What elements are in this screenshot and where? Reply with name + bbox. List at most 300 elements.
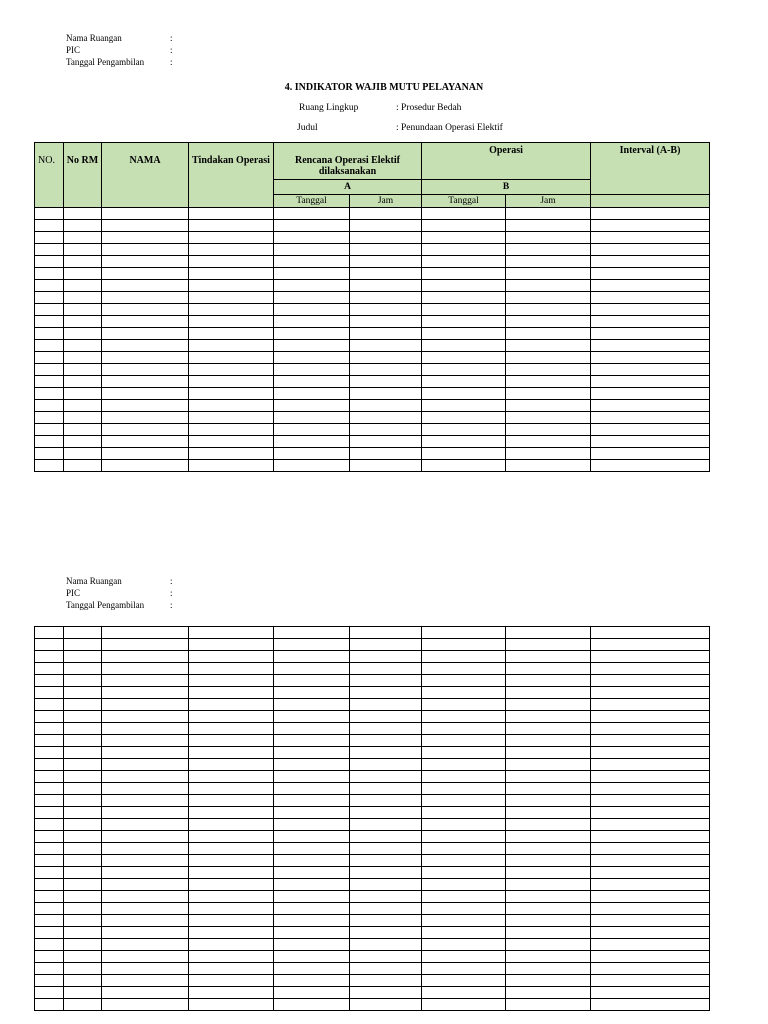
table-cell [591,975,710,987]
table-cell [350,879,422,891]
table-cell [506,843,591,855]
table-cell [189,412,274,424]
table-cell [591,759,710,771]
table-cell [422,244,506,256]
table-cell [35,388,64,400]
table-cell [102,867,189,879]
table-cell [591,436,710,448]
table-cell [422,975,506,987]
table-cell [64,292,102,304]
table-cell [189,855,274,867]
table-cell [350,735,422,747]
table-cell [350,939,422,951]
table-cell [64,388,102,400]
table-cell [35,771,64,783]
table-cell [189,723,274,735]
table-cell [102,364,189,376]
table-cell [189,915,274,927]
table-cell [64,735,102,747]
table-cell [350,783,422,795]
table-cell [64,376,102,388]
table-cell [35,927,64,939]
table-cell [102,687,189,699]
table-cell [591,795,710,807]
table-cell [189,663,274,675]
colon: : [170,33,173,43]
table-cell [350,987,422,999]
table-cell [591,675,710,687]
table-cell [102,436,189,448]
table-cell [35,364,64,376]
table-cell [64,663,102,675]
table-cell [189,304,274,316]
table-row [35,687,710,699]
table-cell [274,280,350,292]
table-cell [274,292,350,304]
table-cell [102,807,189,819]
table-cell [102,915,189,927]
table-cell [350,795,422,807]
table-cell [102,675,189,687]
table-cell [189,963,274,975]
header-tanggal-a: Tanggal [274,195,350,208]
table-cell [102,783,189,795]
table-cell [591,855,710,867]
table-cell [591,316,710,328]
table-cell [591,280,710,292]
table-cell [274,783,350,795]
table-cell [189,424,274,436]
table-cell [102,831,189,843]
table-cell [422,747,506,759]
table-row [35,460,710,472]
table-cell [422,340,506,352]
room-label: Nama Ruangan [66,33,122,43]
table-cell [274,316,350,328]
header-no: NO. [35,143,64,208]
table-cell [422,891,506,903]
table-row [35,903,710,915]
table-row [35,699,710,711]
table-cell [506,747,591,759]
table-cell [506,735,591,747]
table-cell [350,831,422,843]
table-cell [102,256,189,268]
table-cell [189,711,274,723]
table-cell [506,879,591,891]
table-cell [506,400,591,412]
table-cell [350,208,422,220]
table-cell [102,663,189,675]
table-cell [506,627,591,639]
table-cell [274,268,350,280]
table-cell [591,735,710,747]
table-cell [506,388,591,400]
table-cell [102,280,189,292]
table-cell [350,220,422,232]
table-cell [274,927,350,939]
table-cell [506,436,591,448]
table-cell [35,675,64,687]
table-cell [35,879,64,891]
table-cell [102,460,189,472]
table-row [35,915,710,927]
table-cell [506,783,591,795]
table-cell [64,627,102,639]
table-cell [422,208,506,220]
table-row [35,867,710,879]
table-cell [274,915,350,927]
table-cell [506,448,591,460]
table-cell [274,388,350,400]
table-cell [506,412,591,424]
table-cell [506,292,591,304]
table-row [35,424,710,436]
table-cell [64,891,102,903]
table-cell [274,364,350,376]
table-cell [591,627,710,639]
colon: : [170,576,173,586]
table-row [35,280,710,292]
table-cell [591,256,710,268]
table-cell [506,771,591,783]
table-cell [350,639,422,651]
table-cell [35,915,64,927]
table-cell [35,256,64,268]
table-row [35,651,710,663]
table-cell [189,244,274,256]
table-row [35,831,710,843]
table-cell [189,843,274,855]
table-cell [506,891,591,903]
table-cell [35,975,64,987]
colon: : [170,600,173,610]
table-row [35,795,710,807]
table-cell [35,735,64,747]
table-cell [64,316,102,328]
table-cell [102,340,189,352]
pic-label: PIC [66,45,81,55]
table-cell [189,639,274,651]
table-cell [422,855,506,867]
table-cell [274,256,350,268]
table-row [35,855,710,867]
table-cell [35,412,64,424]
table-cell [64,436,102,448]
table-cell [35,424,64,436]
table-cell [102,951,189,963]
table-cell [189,687,274,699]
table-cell [506,208,591,220]
table-cell [102,963,189,975]
table-cell [591,328,710,340]
table-cell [350,819,422,831]
table-cell [189,280,274,292]
table-cell [35,651,64,663]
table-cell [102,376,189,388]
table-cell [64,939,102,951]
table-cell [422,771,506,783]
table-cell [591,639,710,651]
table-row [35,292,710,304]
table-cell [274,843,350,855]
table-cell [189,208,274,220]
table-cell [274,328,350,340]
table-cell [102,208,189,220]
table-cell [274,675,350,687]
table-cell [274,220,350,232]
table-cell [64,831,102,843]
header-jam-b: Jam [506,195,591,208]
table-cell [506,987,591,999]
table-cell [422,759,506,771]
table-cell [274,424,350,436]
table-cell [189,987,274,999]
table-cell [189,328,274,340]
table-cell [350,292,422,304]
table-cell [189,232,274,244]
table-cell [350,448,422,460]
table-row [35,436,710,448]
table-row [35,939,710,951]
date-label: Tanggal Pengambilan [66,57,145,67]
table-cell [35,819,64,831]
table-cell [422,675,506,687]
table-cell [274,244,350,256]
table-cell [35,280,64,292]
table-cell [350,316,422,328]
table-cell [189,999,274,1011]
table-row [35,364,710,376]
table-cell [64,999,102,1011]
table-cell [350,927,422,939]
table-row [35,268,710,280]
table-row [35,843,710,855]
table-cell [64,220,102,232]
table-cell [64,903,102,915]
table-cell [189,364,274,376]
table-cell [35,400,64,412]
table-row [35,927,710,939]
table-cell [189,867,274,879]
table-cell [35,723,64,735]
table-cell [591,699,710,711]
table-cell [64,915,102,927]
table-cell [102,795,189,807]
table-cell [35,448,64,460]
table-cell [506,723,591,735]
table-cell [591,723,710,735]
second-meta [66,575,178,611]
table-cell [35,747,64,759]
table-cell [274,460,350,472]
table-row [35,735,710,747]
table-cell [64,879,102,891]
table-cell [35,352,64,364]
table-cell [350,951,422,963]
table-row [35,244,710,256]
table-cell [35,316,64,328]
table-cell [274,867,350,879]
table-cell [64,328,102,340]
table-cell [506,951,591,963]
table-row [35,376,710,388]
table-cell [35,376,64,388]
table-row [35,819,710,831]
table-row [35,879,710,891]
table-cell [102,711,189,723]
table-cell [506,675,591,687]
table-cell [35,963,64,975]
table-cell [350,855,422,867]
table-cell [64,340,102,352]
table-cell [35,340,64,352]
table-cell [102,771,189,783]
table-row [35,747,710,759]
table-cell [591,987,710,999]
table-cell [506,663,591,675]
colon: : [170,45,173,55]
table-cell [591,663,710,675]
table-cell [350,256,422,268]
table-cell [350,843,422,855]
subject-value: : Penundaan Operasi Elektif [396,123,503,133]
table-cell [422,639,506,651]
scope-label: Ruang Lingkup [299,103,359,113]
table-cell [189,939,274,951]
table-cell [35,436,64,448]
table-cell [189,220,274,232]
table-cell [102,316,189,328]
table-cell [591,999,710,1011]
table-cell [64,855,102,867]
table-cell [35,891,64,903]
table-cell [35,627,64,639]
table-cell [35,304,64,316]
table-cell [591,388,710,400]
table-row [35,388,710,400]
table-row [35,807,710,819]
colon: : [170,588,173,598]
table-cell [64,771,102,783]
table-cell [350,675,422,687]
table-row [35,771,710,783]
header-operasi: Operasi [422,143,591,180]
header-b: B [422,180,591,195]
table-cell [506,304,591,316]
header-no-rm: No RM [64,143,102,208]
indicator-table [34,142,710,472]
table-cell [591,340,710,352]
table-cell [274,699,350,711]
table-cell [274,831,350,843]
table-cell [350,759,422,771]
table-cell [506,711,591,723]
table-cell [591,915,710,927]
table-cell [350,460,422,472]
table-cell [422,987,506,999]
table-cell [422,831,506,843]
table-cell [274,759,350,771]
continuation-table [34,626,710,1011]
table-cell [591,747,710,759]
table-cell [422,915,506,927]
table-cell [350,268,422,280]
table-cell [350,975,422,987]
table-cell [591,412,710,424]
table-cell [35,232,64,244]
table-row [35,783,710,795]
table-cell [64,951,102,963]
table-cell [189,951,274,963]
table-cell [422,388,506,400]
table-cell [189,460,274,472]
table-cell [35,699,64,711]
table-cell [102,244,189,256]
table-row [35,891,710,903]
table-cell [102,627,189,639]
table-cell [35,711,64,723]
table-cell [64,651,102,663]
header-rencana: Rencana Operasi Elektif dilaksanakan [274,143,422,180]
table-cell [274,987,350,999]
table-cell [591,927,710,939]
table-cell [274,975,350,987]
table-cell [64,364,102,376]
table-cell [64,208,102,220]
table-cell [189,975,274,987]
table-cell [506,220,591,232]
table-cell [64,280,102,292]
table-cell [506,759,591,771]
table-cell [189,256,274,268]
table-cell [591,891,710,903]
table-cell [102,220,189,232]
table-cell [274,807,350,819]
table-cell [35,639,64,651]
table-cell [189,783,274,795]
table-cell [350,687,422,699]
table-cell [274,376,350,388]
table-cell [591,304,710,316]
table-cell [422,376,506,388]
table-cell [422,783,506,795]
table-cell [422,819,506,831]
header-interval-blank [591,195,710,208]
table-cell [591,903,710,915]
table-cell [274,879,350,891]
table-cell [64,975,102,987]
table-cell [102,292,189,304]
table-cell [422,328,506,340]
table-cell [274,723,350,735]
table-cell [422,939,506,951]
table-row [35,951,710,963]
table-cell [189,292,274,304]
table-cell [189,400,274,412]
table-cell [102,400,189,412]
table-cell [102,268,189,280]
table-cell [422,795,506,807]
table-cell [506,316,591,328]
table-cell [35,687,64,699]
table-cell [64,232,102,244]
table-row [35,220,710,232]
table-cell [506,915,591,927]
table-cell [422,304,506,316]
table-cell [350,364,422,376]
table-cell [350,376,422,388]
